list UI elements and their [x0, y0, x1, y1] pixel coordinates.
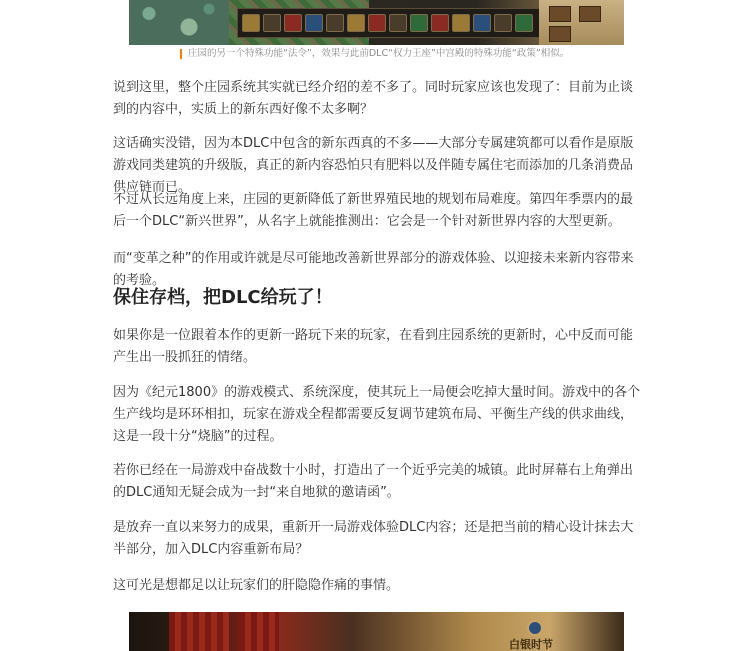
- tool-slot-icon: [368, 14, 386, 32]
- medallion-icon: [527, 620, 543, 636]
- minimap-area: [129, 0, 229, 45]
- tool-slot-icon: [263, 14, 281, 32]
- tool-slot-icon: [473, 14, 491, 32]
- paragraph-6: 因为《纪元1800》的游戏模式、系统深度，使其玩上一局便会吃掉大量时间。游戏中的各个生产线均是环环相扣，玩家在游戏全程都需要反复调节建筑布局、平衡生产线的供求曲线，这是一段十分“烧脑”的过程。: [113, 385, 641, 444]
- decree-panel: [539, 0, 624, 45]
- paragraph-7: 若你已经在一局游戏中奋战数十小时，打造出了一个近乎完美的城镇。此时屏幕右上角弹出的DLC通知无疑会成为一封“来自地狱的邀请函”。: [113, 463, 634, 500]
- paragraph-5: 如果你是一位跟着本作的更新一路玩下来的玩家，在看到庄园系统的更新时，心中反而可能产生出一股抓狂的情绪。: [113, 328, 634, 365]
- tool-slot-icon: [242, 14, 260, 32]
- paragraph-8: 是放弃一直以来努力的成果，重新开一局游戏体验DLC内容；还是把当前的精心设计抹去大半部分，加入DLC内容重新布局？: [113, 520, 634, 557]
- tool-slot-icon: [410, 14, 428, 32]
- section-heading: 保住存档，把DLC给玩了！: [113, 287, 333, 308]
- tool-slot-icon: [326, 14, 344, 32]
- game-screenshot-bottom: [129, 612, 624, 651]
- decree-card-icon: [549, 6, 571, 22]
- image-caption: 庄园的另一个特殊功能“法令”，效果与此前DLC“权力王座”中宫殿的特殊功能“政策”相似。: [188, 48, 570, 59]
- event-title: 白银时节: [509, 638, 553, 651]
- paragraph-1: 说到这里，整个庄园系统其实就已经介绍的差不多了。同时玩家应该也发现了：目前为止谈到的内容中，实质上的新东西好像不太多啊？: [113, 80, 634, 117]
- curtain-right: [239, 612, 279, 651]
- paragraph-3: 不过从长远角度上来，庄园的更新降低了新世界殖民地的规划布局难度。第四年季票内的最后一个DLC“新兴世界”，从名字上就能推测出：它会是一个针对新世界内容的大型更新。: [113, 192, 634, 229]
- paragraph-2: 这话确实没错，因为本DLC中包含的新东西真的不多——大部分专属建筑都可以看作是原版游戏同类建筑的升级版，真正的新内容恐怕只有肥料以及伴随专属住宅而添加的几条消费品供应链而已。: [113, 136, 634, 195]
- decree-card-icon: [579, 6, 601, 22]
- tool-slot-icon: [515, 14, 533, 32]
- tool-slot-icon: [389, 14, 407, 32]
- decree-card-icon: [549, 26, 571, 42]
- caption-accent-bar: [180, 49, 182, 59]
- paragraph-9: 这可光是想都足以让玩家们的肝隐隐作痛的事情。: [113, 578, 400, 593]
- tool-slot-icon: [494, 14, 512, 32]
- tool-slot-icon: [452, 14, 470, 32]
- tool-slot-icon: [305, 14, 323, 32]
- tool-slot-icon: [347, 14, 365, 32]
- tool-slot-icon: [431, 14, 449, 32]
- tool-slot-icon: [284, 14, 302, 32]
- paragraph-4: 而“变革之种”的作用或许就是尽可能地改善新世界部分的游戏体验、以迎接未来新内容带来的考验。: [113, 251, 634, 288]
- curtain-left: [169, 612, 229, 651]
- game-toolbar: [237, 8, 542, 38]
- game-screenshot-top: [129, 0, 624, 45]
